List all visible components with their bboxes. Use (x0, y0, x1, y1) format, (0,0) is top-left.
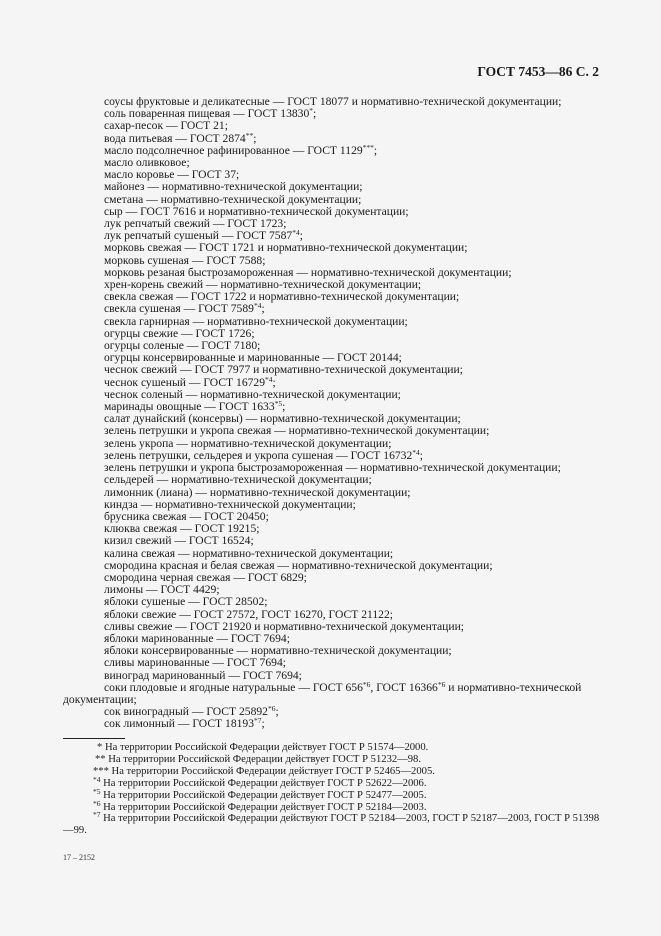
item-text: морковь свежая — ГОСТ 1721 и нормативно-технической документации; (104, 241, 468, 255)
footnote-mark: *4 (412, 447, 420, 457)
footnote-mark: *4 (292, 228, 300, 238)
footnotes (63, 742, 603, 837)
footnote-mark: *6 (362, 679, 371, 689)
item-text: чеснок соленый — нормативно-технической документации; (104, 387, 401, 401)
list-item (63, 679, 603, 706)
item-text: огурцы соленые — ГОСТ 7180; (104, 339, 261, 353)
item-text: виноград маринованный — ГОСТ 7694; (104, 668, 302, 682)
item-text: вода питьевая — ГОСТ 2874 (104, 131, 246, 145)
footnote-mark: *6 (93, 798, 101, 808)
item-text: сливы маринованные — ГОСТ 7694; (104, 656, 286, 670)
footnote-mark: ** (95, 753, 106, 765)
item-text: свекла гарнирная — нормативно-технической документации; (104, 314, 408, 328)
footnote (63, 754, 603, 766)
footnote-mark: * (309, 106, 314, 116)
footnote-mark: *** (362, 142, 374, 152)
item-text: кизил свежий — ГОСТ 16524; (104, 534, 254, 548)
item-text: ; (253, 131, 257, 145)
footnote-text: На территории Российской Федерации действует ГОСТ Р 52477—2005. (100, 789, 427, 801)
footnote-mark: *4 (93, 774, 101, 784)
item-text: чеснок сушеный — ГОСТ 16729 (104, 375, 266, 389)
item-text: сельдерей — нормативно-технической документации; (104, 473, 372, 487)
item-text: масло коровье — ГОСТ 37; (104, 168, 240, 182)
item-text: сок лимонный — ГОСТ 18193 (104, 717, 255, 731)
item-text: сметана — нормативно-технической документации; (104, 192, 362, 206)
item-text: соль поваренная пищевая — ГОСТ 13830 (104, 107, 310, 121)
item-text: огурцы консервированные и маринованные — ГОСТ 20144; (104, 351, 402, 365)
item-text: ; (313, 107, 317, 121)
item-text: соусы фруктовые и деликатесные — ГОСТ 18077 и нормативно-технической документации; (104, 95, 562, 108)
item-text: зелень петрушки и укропа свежая — нормативно-технической документации; (104, 424, 490, 438)
item-text: чеснок свежий — ГОСТ 7977 и нормативно-технической документации; (104, 363, 463, 377)
footnote-mark: *7 (93, 810, 101, 820)
item-text: ; (419, 448, 424, 462)
item-text: и нормативно-технической документации; (63, 680, 582, 706)
item-text: яблоки свежие — ГОСТ 27572, ГОСТ 16270, ГОСТ 21122; (104, 607, 393, 621)
footnote-mark: *6 (267, 704, 276, 714)
item-text: сыр — ГОСТ 7616 и нормативно-технической документации; (104, 204, 409, 218)
item-text: лимонник (лиана) — нормативно-технической документации; (104, 485, 411, 499)
item-text: яблоки консервированные — нормативно-технической документации; (104, 644, 452, 658)
item-text: свекла свежая — ГОСТ 1722 и нормативно-технической документации; (104, 290, 460, 304)
item-text: морковь сушеная — ГОСТ 7588; (104, 253, 266, 267)
footnote-separator (63, 738, 125, 739)
item-text: сахар-песок — ГОСТ 21; (104, 119, 228, 133)
footnote (63, 810, 603, 837)
footnote (63, 766, 603, 778)
item-text: сок виноградный — ГОСТ 25892 (104, 705, 268, 719)
item-text: зелень петрушки, сельдерея и укропа сушеная — ГОСТ 16732 (104, 448, 413, 462)
item-text: ; (282, 400, 286, 414)
item-text: яблоки маринованные — ГОСТ 7694; (104, 631, 290, 645)
item-text: сливы свежие — ГОСТ 21920 и нормативно-технической документации; (104, 619, 465, 633)
footnote-text: На территории Российской Федерации действует ГОСТ Р 51232—98. (105, 753, 422, 765)
item-text: яблоки сушеные — ГОСТ 28502; (104, 595, 268, 609)
item-text: лук репчатый сушеный — ГОСТ 7587 (104, 229, 293, 243)
item-text: ; (373, 143, 378, 157)
product-list (63, 96, 603, 731)
footnote-mark: *7 (254, 716, 262, 726)
footnote-text: На территории Российской Федерации действует ГОСТ Р 52622—2006. (100, 777, 427, 789)
footnote-mark: * (97, 742, 103, 753)
footnote (63, 742, 603, 754)
item-text: калина свежая — нормативно-технической документации; (104, 546, 394, 560)
item-text: , ГОСТ 16366 (370, 680, 438, 694)
item-text: масло подсолнечное рафинированное — ГОСТ 1129 (104, 143, 363, 157)
item-text: ; (261, 717, 265, 731)
footnote-text: На территории Российской Федерации действует ГОСТ Р 52184—2003. (100, 801, 427, 813)
footnote-mark: ** (245, 130, 254, 140)
item-text: смородина черная свежая — ГОСТ 6829; (104, 570, 307, 584)
item-text: майонез — нормативно-технической документации; (104, 180, 363, 194)
item-text: огурцы свежие — ГОСТ 1726; (104, 326, 255, 340)
item-text: лук репчатый свежий — ГОСТ 1723; (104, 217, 287, 231)
footnote-mark: *5 (93, 786, 101, 796)
item-text: зелень петрушки и укропа быстрозамороженная — нормативно-технической документации; (104, 461, 561, 475)
footnote-mark: *6 (437, 679, 446, 689)
item-text: ; (261, 302, 265, 316)
footnote (63, 798, 603, 814)
footnote (63, 786, 603, 802)
item-text: салат дунайский (консервы) — нормативно-технической документации; (104, 412, 461, 426)
footnote (63, 774, 603, 790)
item-text: соки плодовые и ягодные натуральные — ГОСТ 656 (104, 680, 363, 694)
item-text: ; (272, 375, 276, 389)
item-text: морковь резаная быстрозамороженная — нормативно-технической документации; (104, 265, 512, 279)
footnote-mark: *4 (265, 374, 273, 384)
footnote-mark: *** (93, 765, 109, 777)
item-text: клюква свежая — ГОСТ 19215; (104, 522, 260, 536)
item-text: брусника свежая — ГОСТ 20450; (104, 509, 269, 523)
page-header: ГОСТ 7453—86 С. 2 (477, 64, 599, 79)
footnote-text: На территории Российской Федерации действует ГОСТ Р 51574—2000. (102, 742, 429, 753)
item-text: лимоны — ГОСТ 4429; (104, 583, 220, 597)
print-code: 17 – 2152 (63, 853, 95, 862)
footnote-mark: *4 (253, 301, 262, 311)
item-text: маринады овощные — ГОСТ 1633 (104, 400, 275, 414)
item-text: ; (299, 229, 303, 243)
item-text: смородина красная и белая свежая — нормативно-технической документации; (104, 558, 493, 572)
footnote-mark: *5 (274, 399, 283, 409)
item-text: масло оливковое; (104, 156, 190, 170)
item-text: киндза — нормативно-технической документации; (104, 497, 356, 511)
item-text: ; (275, 705, 279, 719)
list-item (63, 718, 603, 730)
item-text: зелень укропа — нормативно-технической документации; (104, 436, 392, 450)
footnote-text: На территории Российской Федерации действует ГОСТ Р 52465—2005. (108, 765, 435, 777)
item-text: хрен-корень свежий — нормативно-технической документации; (104, 278, 422, 292)
footnote-text: На территории Российской Федерации действуют ГОСТ Р 52184—2003, ГОСТ Р 52187—2003, ГОСТ Р 51398—99. (63, 813, 600, 837)
item-text: свекла сушеная — ГОСТ 7589 (104, 302, 254, 316)
